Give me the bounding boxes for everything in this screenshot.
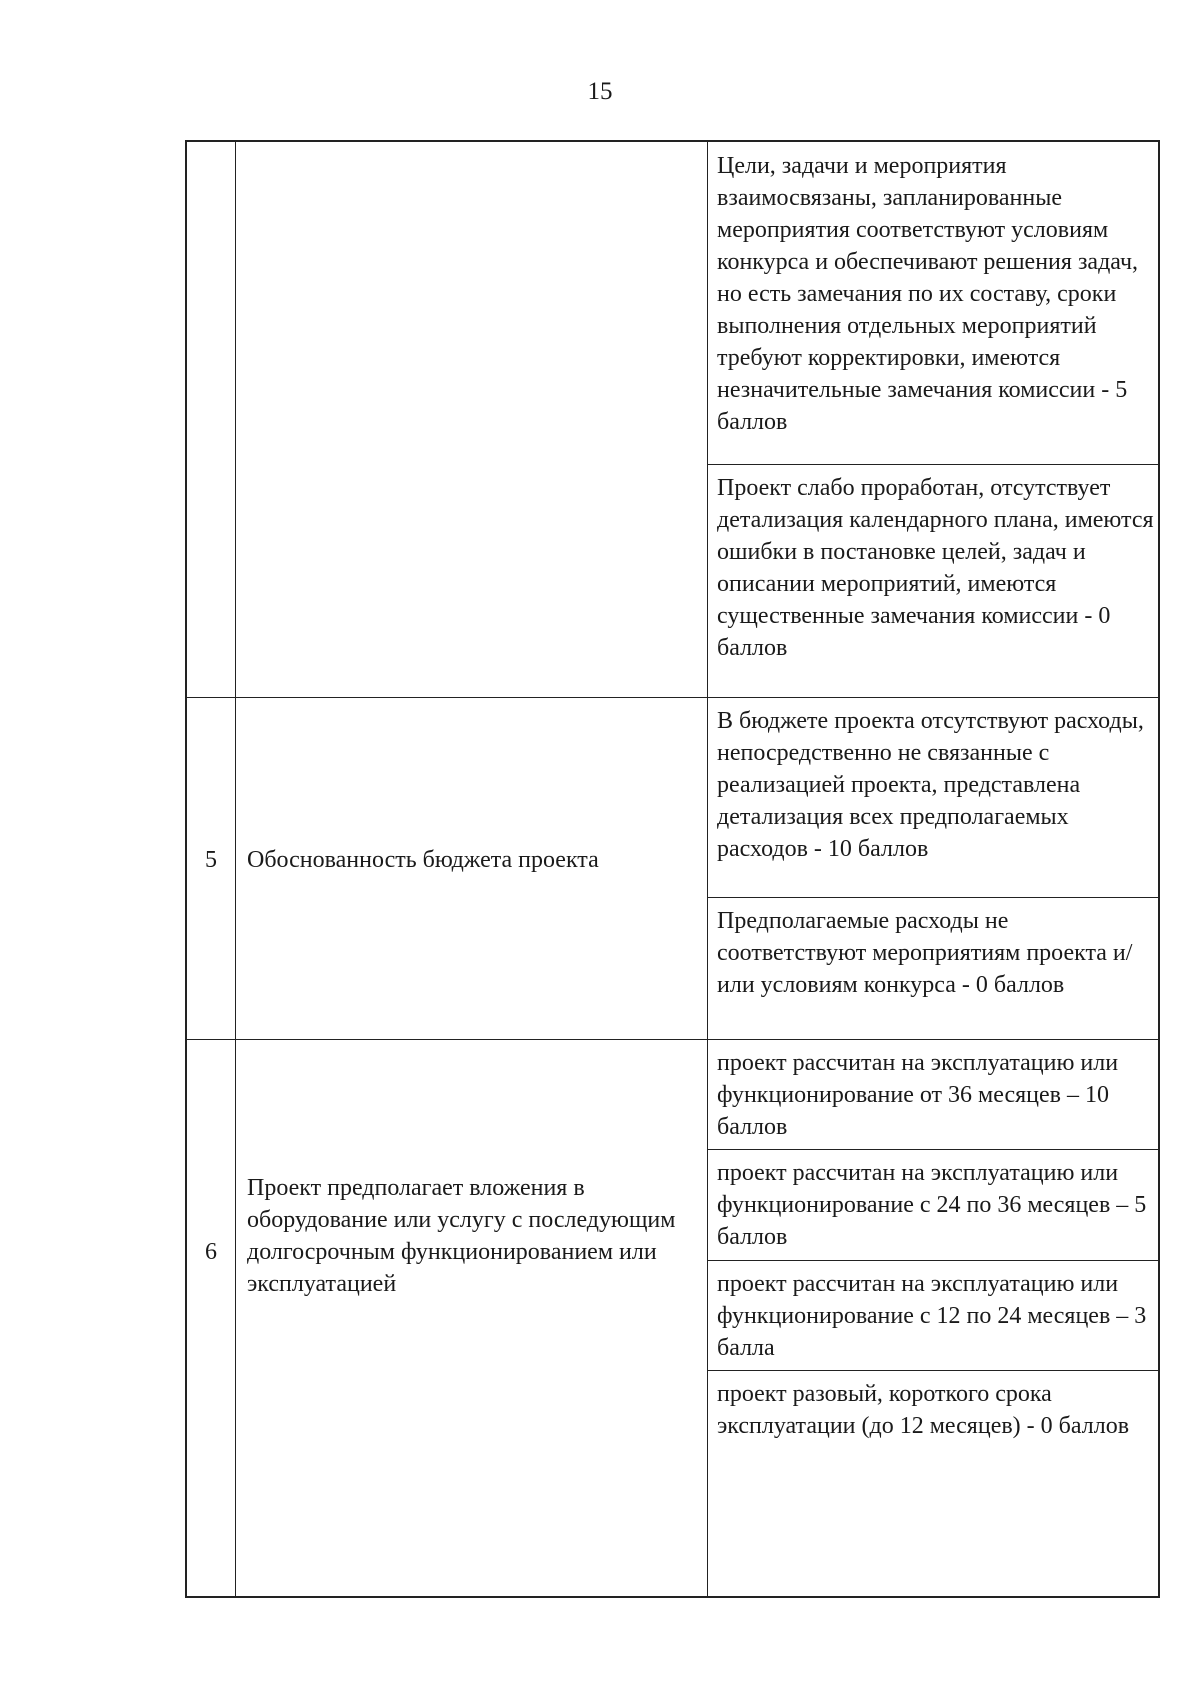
score-cell: Предполагаемые расходы не соответствуют мероприятиям проекта и/или условиям конкурса - 0 баллов <box>717 908 1133 998</box>
row-number: 5 <box>205 847 217 873</box>
score-cell: Цели, задачи и мероприятия взаимосвязаны, запланированные мероприятия соответствуют условиям конкурса и обеспечивают решения задач, но есть замечания по их составу, сроки выполнения отдельных мероприятий требуют корректировки, имеются незначительные замечания комиссии - 5 баллов <box>717 153 1139 435</box>
score-cell: В бюджете проекта отсутствуют расходы, непосредственно не связанные с реализацией проекта, представлена детализация всех предполагаемых расходов - 10 баллов <box>717 708 1144 862</box>
row-divider <box>707 1370 1158 1371</box>
score-cell: Проект слабо проработан, отсутствует детализация календарного плана, имеются ошибки в постановке целей, задач и описании мероприятий, имеются существенные замечания комиссии - 0 баллов <box>717 475 1154 661</box>
row-divider <box>707 464 1158 465</box>
score-cell: проект разовый, короткого срока эксплуатации (до 12 месяцев) - 0 баллов <box>717 1381 1130 1439</box>
criterion-text: Проект предполагает вложения в оборудование или услугу с последующим долгосрочным функционированием или эксплуатацией <box>247 1175 676 1297</box>
page-number: 15 <box>587 78 613 105</box>
column-divider-score <box>707 142 708 1596</box>
criterion-text: Обоснованность бюджета проекта <box>247 847 599 873</box>
row-divider <box>707 1260 1158 1261</box>
row-number: 6 <box>205 1239 217 1265</box>
column-divider-number <box>235 142 236 1596</box>
row-divider <box>707 897 1158 898</box>
row-divider <box>187 697 1158 698</box>
row-divider <box>707 1149 1158 1150</box>
criteria-table <box>185 140 1160 1598</box>
score-cell: проект рассчитан на эксплуатацию или функционирование с 24 по 36 месяцев – 5 баллов <box>717 1160 1147 1250</box>
score-cell: проект рассчитан на эксплуатацию или функционирование от 36 месяцев – 10 баллов <box>717 1050 1119 1140</box>
row-divider <box>187 1039 1158 1040</box>
score-cell: проект рассчитан на эксплуатацию или функционирование с 12 по 24 месяцев – 3 балла <box>717 1271 1147 1361</box>
